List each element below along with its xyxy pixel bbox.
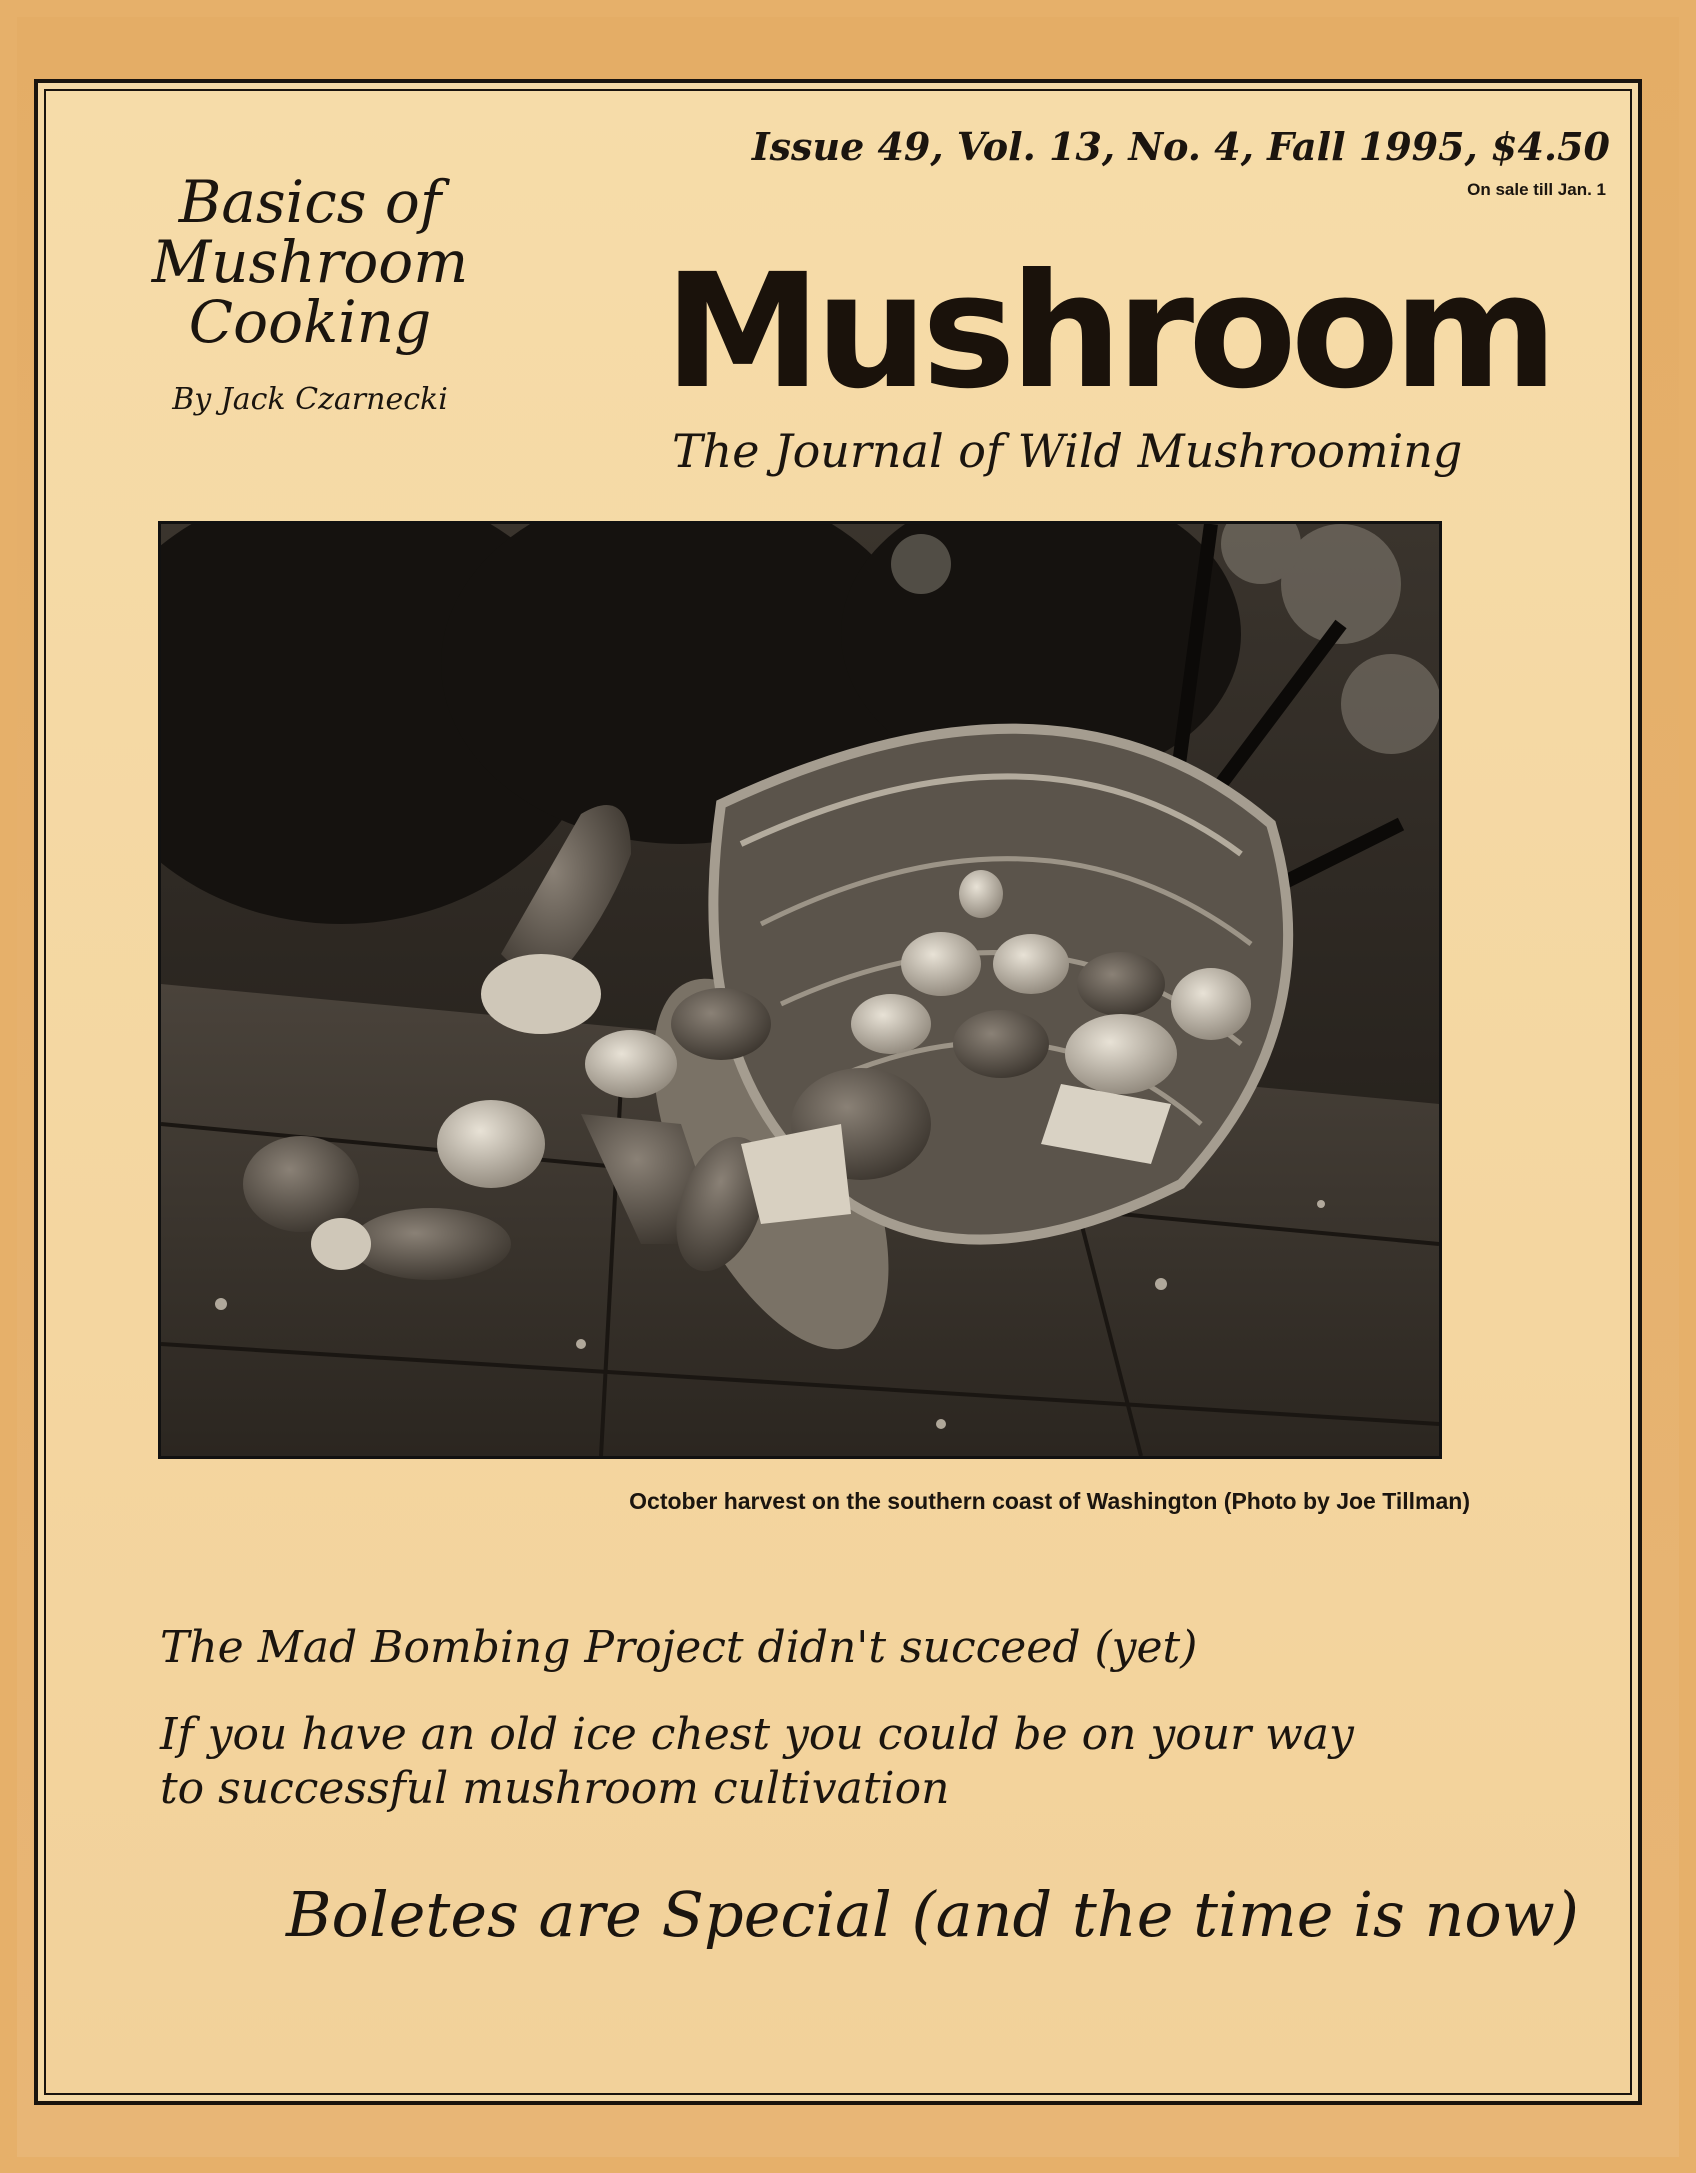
cover-photo [158,521,1442,1459]
headline-ice-chest [160,1708,1354,1816]
issue-info: Issue 49, Vol. 13, No. 4, Fall 1995, $4.50 [751,124,1610,169]
feature-title-line-1: Basics of [178,168,442,236]
feature-byline: By Jack Czarnecki [172,382,448,417]
headline-ice-chest-line-2: to successful mushroom cultivation [160,1763,950,1814]
headline-boletes: Boletes are Special (and the time is now) [286,1878,1579,1951]
mushroom-basket-photo [161,524,1439,1456]
headline-mad-bombing: The Mad Bombing Project didn't succeed (yet) [160,1622,1198,1673]
headline-ice-chest-line-1: If you have an old ice chest you could be on your way [160,1709,1354,1760]
feature-callout [130,168,490,417]
masthead-logo: Mushroom [664,240,1552,424]
photo-caption: October harvest on the southern coast of Washington (Photo by Joe Tillman) [629,1488,1470,1514]
sale-date: On sale till Jan. 1 [1467,180,1606,199]
feature-title-line-2: Mushroom [151,228,469,296]
feature-title-line-3: Cooking [188,288,432,356]
masthead-tagline: The Journal of Wild Mushrooming [672,424,1463,478]
